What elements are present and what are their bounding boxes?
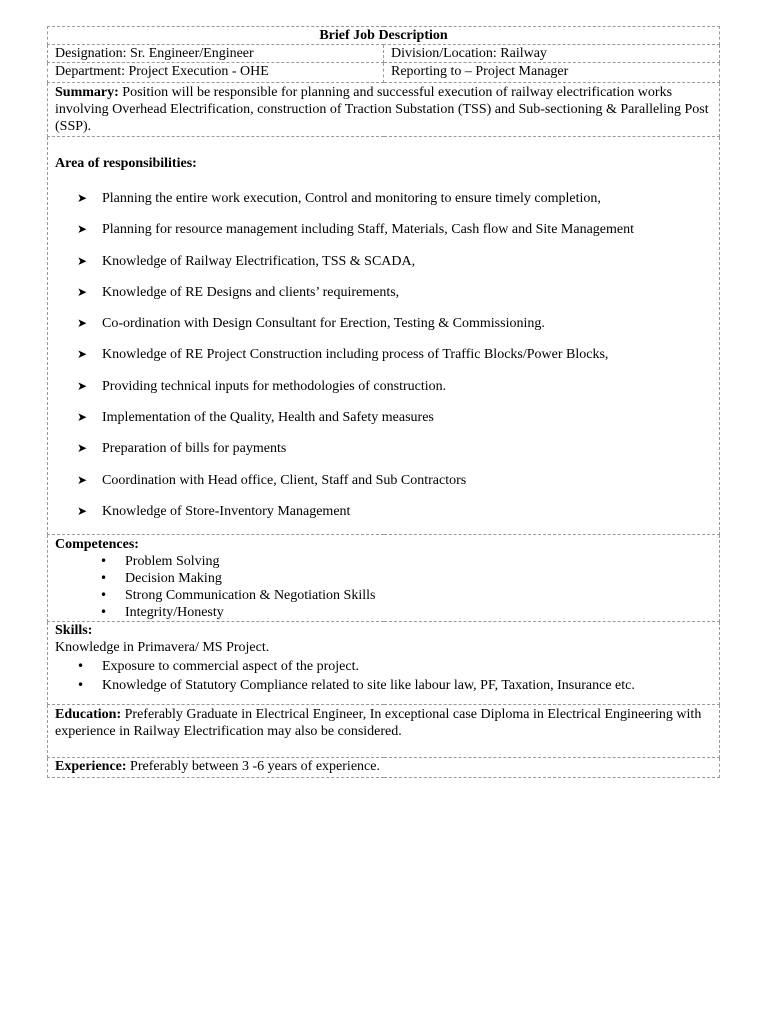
document-title: Brief Job Description xyxy=(48,27,720,45)
list-item xyxy=(55,253,712,270)
list-item xyxy=(55,315,712,332)
list-item-text: Knowledge of RE Project Construction including process of Traffic Blocks/Power Blocks, xyxy=(102,347,609,363)
experience-label: Experience: xyxy=(55,759,127,775)
list-item-text: Decision Making xyxy=(125,571,222,587)
list-item xyxy=(55,604,712,621)
list-item-text: Preparation of bills for payments xyxy=(102,441,287,457)
list-item xyxy=(55,409,712,426)
list-item-text: Exposure to commercial aspect of the project. xyxy=(102,659,359,675)
arrow-bullet-icon: ➤ xyxy=(77,222,88,237)
list-item-text: Strong Communication & Negotiation Skills xyxy=(125,588,376,604)
list-item xyxy=(55,190,712,207)
summary-section xyxy=(48,83,720,137)
list-item-text: Knowledge of Statutory Compliance related to site like labour law, PF, Taxation, Insurance etc. xyxy=(102,678,635,694)
list-item-text: Integrity/Honesty xyxy=(125,605,224,621)
list-item-text: Implementation of the Quality, Health and Safety measures xyxy=(102,410,434,426)
responsibilities-list xyxy=(55,190,712,520)
experience-section xyxy=(48,758,720,778)
arrow-bullet-icon: ➤ xyxy=(77,503,88,518)
designation-cell: Designation: Sr. Engineer/Engineer xyxy=(48,45,384,63)
arrow-bullet-icon: ➤ xyxy=(77,410,88,425)
responsibilities-heading: Area of responsibilities: xyxy=(55,156,197,171)
arrow-bullet-icon: ➤ xyxy=(77,253,88,268)
list-item xyxy=(55,587,712,604)
summary-text: Position will be responsible for planning and successful execution of railway electrification works involving Overhead Electrification, construction of Traction Substation (TSS) and Sub-sectioning & Paralleling Post (SSP). xyxy=(55,85,709,134)
list-item xyxy=(55,472,712,489)
experience-text: Preferably between 3 -6 years of experience. xyxy=(126,759,380,775)
bullet-icon: • xyxy=(100,605,108,620)
education-section xyxy=(48,705,720,758)
arrow-bullet-icon: ➤ xyxy=(77,378,88,393)
education-text: Preferably Graduate in Electrical Engineer, In exceptional case Diploma in Electrical Engineering with experience in Railway Electrification may also be considered. xyxy=(55,707,702,740)
bullet-icon: • xyxy=(77,659,85,674)
competences-section xyxy=(48,535,720,622)
list-item-text: Planning the entire work execution, Control and monitoring to ensure timely completion, xyxy=(102,191,601,206)
division-cell: Division/Location: Railway xyxy=(384,45,720,63)
responsibilities-section xyxy=(48,137,720,535)
list-item-text: Knowledge of Store-Inventory Management xyxy=(102,503,351,519)
list-item-text: Problem Solving xyxy=(125,554,220,570)
bullet-icon: • xyxy=(77,678,85,693)
arrow-bullet-icon: ➤ xyxy=(77,191,88,205)
list-item xyxy=(55,570,712,587)
bullet-icon: • xyxy=(100,554,108,569)
skills-section xyxy=(48,622,720,705)
list-item-text: Knowledge of Railway Electrification, TSS & SCADA, xyxy=(102,253,416,269)
bullet-icon: • xyxy=(100,588,108,603)
list-item xyxy=(55,658,712,675)
arrow-bullet-icon: ➤ xyxy=(77,284,88,299)
skills-intro: Knowledge in Primavera/ MS Project. xyxy=(55,640,270,656)
arrow-bullet-icon: ➤ xyxy=(77,441,88,456)
skills-heading: Skills: xyxy=(55,623,93,639)
reporting-cell: Reporting to – Project Manager xyxy=(384,63,720,83)
education-label: Education: xyxy=(55,707,122,723)
skills-list xyxy=(55,658,712,694)
list-item-text: Planning for resource management including Staff, Materials, Cash flow and Site Management xyxy=(102,222,634,238)
list-item xyxy=(55,221,712,238)
list-item xyxy=(55,378,712,395)
competences-list xyxy=(55,553,712,621)
list-item xyxy=(55,503,712,520)
list-item xyxy=(55,284,712,301)
list-item xyxy=(55,440,712,457)
list-item-text: Providing technical inputs for methodologies of construction. xyxy=(102,378,447,394)
department-cell: Department: Project Execution - OHE xyxy=(48,63,384,83)
arrow-bullet-icon: ➤ xyxy=(77,316,88,331)
arrow-bullet-icon: ➤ xyxy=(77,347,88,362)
arrow-bullet-icon: ➤ xyxy=(77,472,88,487)
summary-label: Summary: xyxy=(55,85,119,100)
competences-heading: Competences: xyxy=(55,537,139,553)
list-item-text: Coordination with Head office, Client, Staff and Sub Contractors xyxy=(102,472,467,488)
job-description-table xyxy=(47,26,720,778)
list-item-text: Co-ordination with Design Consultant for Erection, Testing & Commissioning. xyxy=(102,316,545,332)
list-item-text: Knowledge of RE Designs and clients’ requirements, xyxy=(102,284,400,300)
list-item xyxy=(55,677,712,694)
list-item xyxy=(55,346,712,363)
bullet-icon: • xyxy=(100,571,108,586)
list-item xyxy=(55,553,712,570)
